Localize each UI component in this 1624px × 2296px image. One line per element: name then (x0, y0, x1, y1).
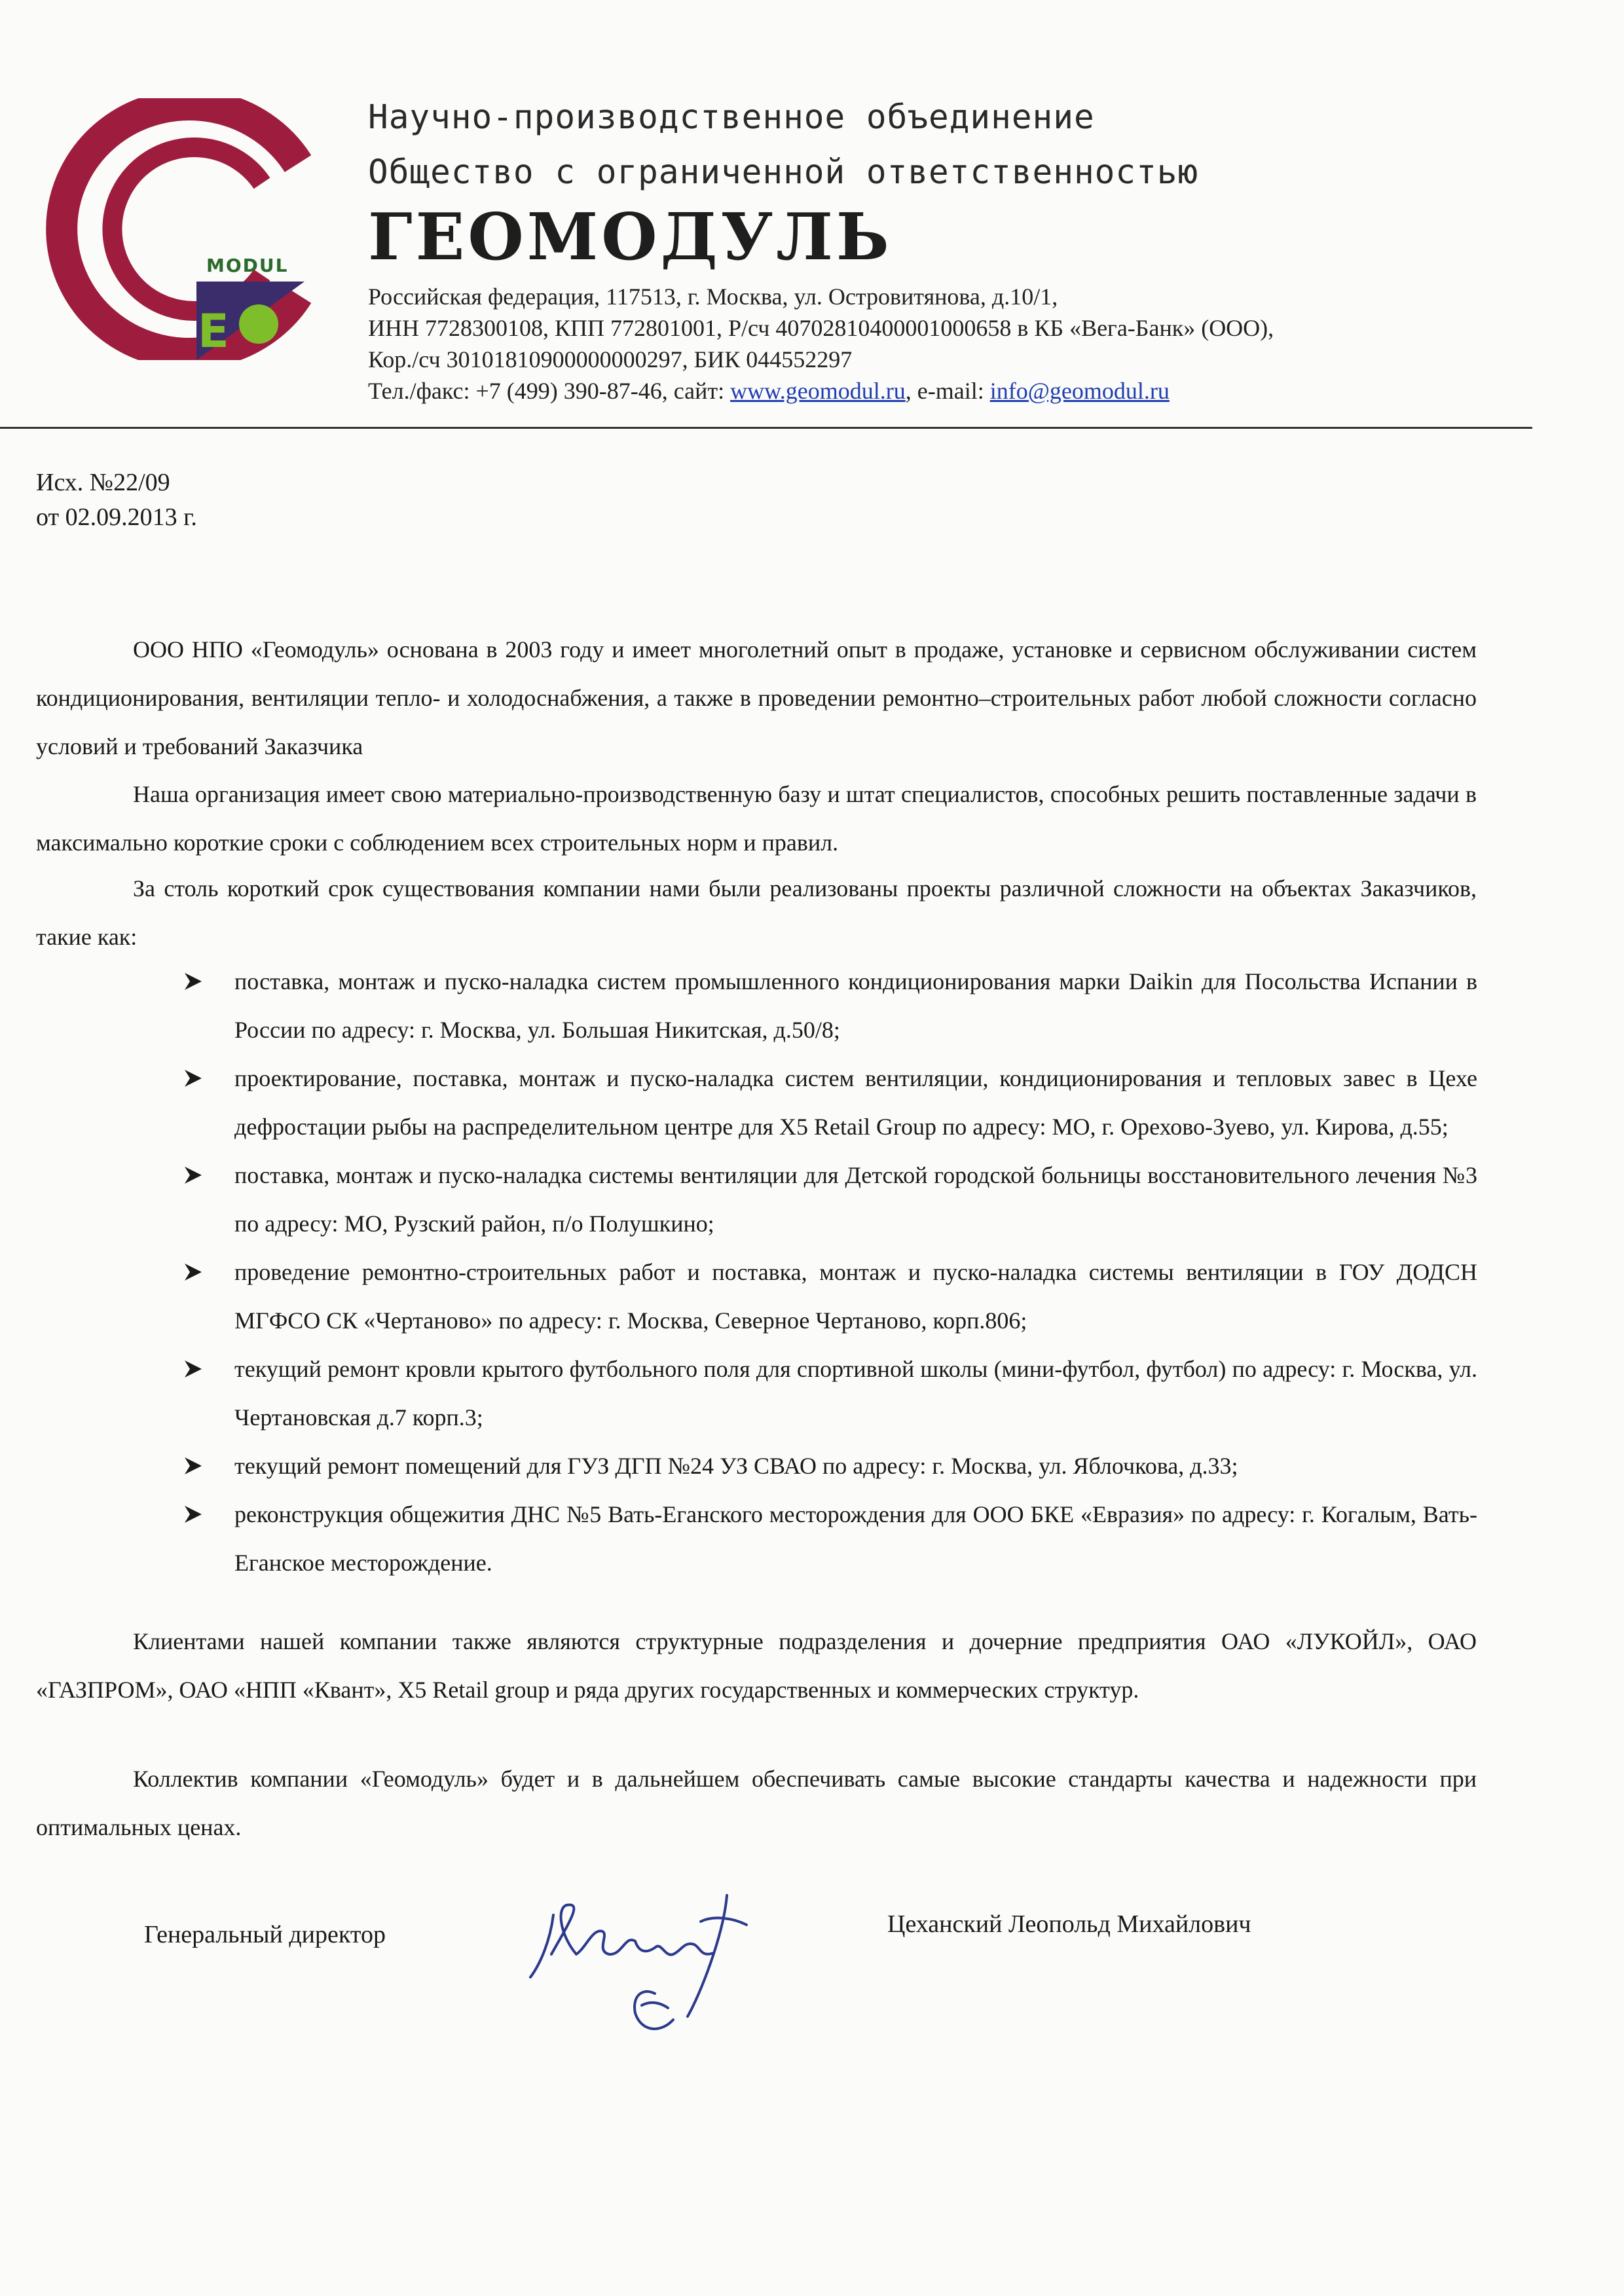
logo-text: MODUL (206, 255, 289, 276)
paragraph-resources: Наша организация имеет свою материально-производственную базу и штат специалистов, способных решить поставленные задачи в максимально короткие сроки с соблюдением всех строительных норм и правил. (36, 781, 1477, 856)
arrow-bullet-icon (182, 1442, 204, 1490)
list-item: проведение ремонтно-строительных работ и поставка, монтаж и пуско-наладка системы вентиляции в ГОУ ДОДСН МГФСО СК «Чертаново» по адресу: г. Москва, Северное Чертаново, корп.806; (182, 1248, 1477, 1345)
org-type-line: Научно-производственное объединение (368, 98, 1095, 137)
list-item: текущий ремонт кровли крытого футбольного поля для спортивной школы (мини-футбол, футбол) по адресу: г. Москва, ул. Чертановская д.7 корп.3; (182, 1345, 1477, 1442)
letter-date: от 02.09.2013 г. (36, 503, 197, 531)
bank-details-line: ИНН 7728300108, КПП 772801001, Р/сч 40702810400001000658 в КБ «Вега-Банк» (ООО), (368, 315, 1274, 341)
list-item: поставка, монтаж и пуско-наладка систем промышленного кондиционирования марки Daikin для Посольства Испании в России по адресу: г. Москва, ул. Большая Никитская, д.50/8; (182, 957, 1477, 1054)
list-item: реконструкция общежития ДНС №5 Вать-Еганского месторождения для ООО БКЕ «Евразия» по адресу: г. Когалым, Вать-Еганское месторождение. (182, 1490, 1477, 1587)
signer-name: Цеханский Леопольд Михайлович (887, 1910, 1251, 1938)
company-logo (46, 98, 321, 360)
email-label: , e-mail: (905, 378, 990, 404)
arrow-bullet-icon (182, 1248, 204, 1296)
paragraph-intro: ООО НПО «Геомодуль» основана в 2003 году и имеет многолетний опыт в продаже, установке и сервисном обслуживании систем кондиционирования, вентиляции тепло- и холодоснабжения, а также в проведении ремонтно–строительных работ любой сложности согласно условий и требований Заказчика (36, 636, 1477, 759)
paragraph-projects-intro: За столь короткий срок существования компании нами были реализованы проекты различной сложности на объектах Заказчиков, такие как: (36, 875, 1477, 950)
list-item: текущий ремонт помещений для ГУЗ ДГП №24 УЗ СВАО по адресу: г. Москва, ул. Яблочкова, д.33; (182, 1442, 1477, 1490)
email-link[interactable]: info@geomodul.ru (989, 378, 1170, 404)
arrow-bullet-icon (182, 1054, 204, 1102)
list-item: проектирование, поставка, монтаж и пуско-наладка систем вентиляции, кондиционирования и тепловых завес в Цехе дефростации рыбы на распределительном центре для X5 Retail Group по адресу: МО, г. Орехово-Зуево, ул. Кирова, д.55; (182, 1054, 1477, 1151)
paragraph-closing: Коллектив компании «Геомодуль» будет и в дальнейшем обеспечивать самые высокие стандарты качества и надежности при оптимальных ценах. (36, 1766, 1477, 1840)
signer-position: Генеральный директор (144, 1921, 386, 1948)
handwritten-signature (504, 1843, 832, 2039)
svg-text:E: E (198, 304, 229, 358)
phone-text: Тел./факс: +7 (499) 390-87-46, сайт: (368, 378, 731, 404)
website-link[interactable]: www.geomodul.ru (730, 378, 906, 404)
projects-list (182, 957, 1477, 1587)
list-item: поставка, монтаж и пуско-наладка системы вентиляции для Детской городской больницы восстановительного лечения №3 по адресу: МО, Рузский район, п/о Полушкино; (182, 1151, 1477, 1248)
outgoing-number: Исх. №22/09 (36, 469, 170, 496)
paragraph-clients: Клиентами нашей компании также являются структурные подразделения и дочерние предприятия ОАО «ЛУКОЙЛ», ОАО «ГАЗПРОМ», ОАО «НПП «Квант», X5 Retail group и ряда других государственных и коммерческих структур. (36, 1628, 1477, 1703)
company-name: ГЕОМОДУЛЬ (368, 200, 893, 275)
correspondent-account-line: Кор./сч 30101810900000000297, БИК 044552297 (368, 346, 853, 373)
geomodul-logo-icon (46, 98, 321, 360)
arrow-bullet-icon (182, 1490, 204, 1539)
arrow-bullet-icon (182, 1151, 204, 1199)
address-line: Российская федерация, 117513, г. Москва, ул. Островитянова, д.10/1, (368, 283, 1058, 310)
header-divider (0, 427, 1532, 429)
contacts-line (368, 377, 1170, 405)
arrow-bullet-icon (182, 957, 204, 1006)
legal-form-line: Общество с ограниченной ответственностью (368, 153, 1199, 192)
arrow-bullet-icon (182, 1345, 204, 1393)
